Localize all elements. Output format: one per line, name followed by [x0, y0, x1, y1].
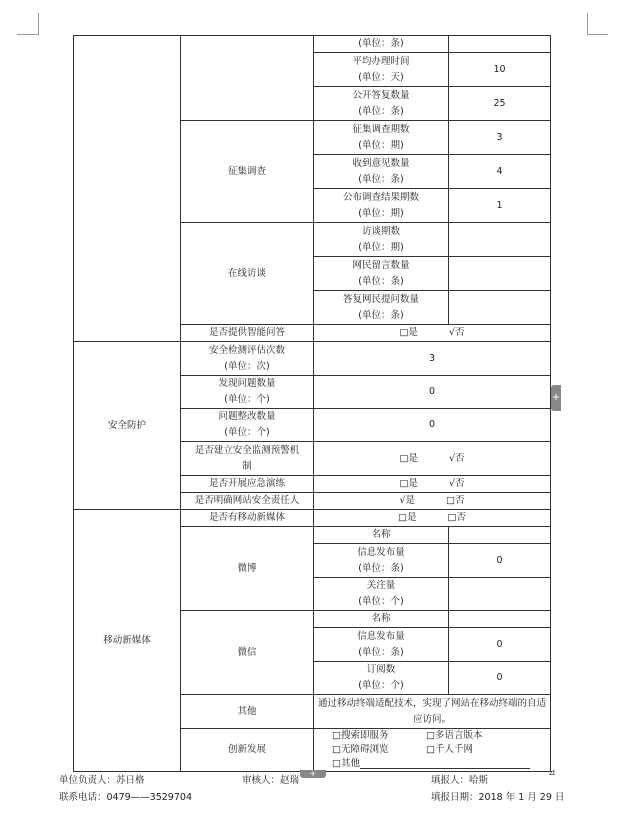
crop-mark-tl-v [38, 13, 39, 35]
resize-corner-icon[interactable]: ⊿ [548, 768, 556, 778]
label-cell: 网民留言数量 (单位：条) [314, 257, 449, 291]
choice-cell [314, 476, 551, 493]
checkbox-yes[interactable]: □是 [399, 452, 418, 464]
value-cell [449, 611, 551, 628]
crop-mark-tl-h [17, 34, 38, 35]
value-cell: 0 [449, 628, 551, 662]
checkbox-yes[interactable]: □是 [399, 478, 418, 489]
value-cell: 0 [449, 662, 551, 695]
label-cell: (单位：条) [314, 36, 449, 53]
subsection-zhengji: 征集调查 [181, 121, 314, 223]
label-cell: 是否开展应急演练 [181, 476, 314, 493]
choice-cell [314, 325, 551, 342]
footer-date: 填报日期：2018 年 1 月 29 日 [431, 792, 565, 803]
label-cell: 公布调查结果期数 (单位：期) [314, 189, 449, 223]
section-mobile: 移动新媒体 [74, 510, 181, 772]
label-cell: 名称 [314, 527, 449, 544]
report-table [73, 35, 551, 772]
checkbox-no[interactable]: √否 [448, 327, 465, 338]
subsection-weibo: 微博 [181, 527, 314, 611]
subsection-other: 其他 [181, 695, 314, 729]
value-cell: 3 [314, 342, 551, 376]
checkbox-no[interactable]: □否 [446, 495, 465, 506]
checkbox-yes[interactable]: √是 [399, 495, 416, 506]
value-cell [449, 527, 551, 544]
label-cell: 征集调查期数 (单位：期) [314, 121, 449, 155]
label-cell: 安全检测评估次数 (单位：次) [181, 342, 314, 376]
label-cell: 公开答复数量 (单位：条) [314, 87, 449, 121]
checkbox-yes[interactable]: □是 [398, 512, 417, 523]
label-cell: 是否有移动新媒体 [181, 510, 314, 527]
value-cell [449, 223, 551, 257]
label-cell: 信息发布量 (单位：条) [314, 544, 449, 578]
checkbox-accessibility[interactable]: □无障碍浏览 [332, 744, 389, 755]
choice-cell [314, 493, 551, 510]
value-cell: 25 [449, 87, 551, 121]
footer-reviewer: 审核人：赵瑞 [242, 775, 300, 786]
label-cell: 发现问题数量 (单位：个) [181, 376, 314, 409]
label-cell: 信息发布量 (单位：条) [314, 628, 449, 662]
choice-cell [314, 442, 551, 476]
label-cell: 问题整改数量 (单位：个) [181, 409, 314, 442]
value-cell: 4 [449, 155, 551, 189]
section-security: 安全防护 [74, 342, 181, 510]
subsection-zaixian: 在线访谈 [181, 223, 314, 325]
crop-mark-tr-h [587, 34, 608, 35]
value-cell: 0 [314, 409, 551, 442]
value-cell: 0 [314, 376, 551, 409]
label-cell: 访谈期数 (单位：期) [314, 223, 449, 257]
footer-filler: 填报人：哈斯 [431, 775, 489, 786]
other-text-cell: 通过移动终端适配技术，实现了网站在移动终端的自适应访问。 [314, 695, 551, 729]
label-cell: 平均办理时间 (单位：天) [314, 53, 449, 87]
other-underline[interactable] [360, 759, 530, 769]
label-cell: 关注量 (单位：个) [314, 578, 449, 611]
checkbox-no[interactable]: □否 [447, 512, 466, 523]
footer-leader: 单位负责人：苏日格 [59, 775, 145, 786]
footer-phone: 联系电话：0479——3529704 [59, 792, 192, 803]
label-cell: 订阅数 (单位：个) [314, 662, 449, 695]
label-cell: 是否明确网站安全责任人 [181, 493, 314, 510]
subsection-weixin: 微信 [181, 611, 314, 695]
checkbox-other[interactable]: □其他 [332, 758, 360, 769]
value-cell [449, 291, 551, 325]
checkbox-yes[interactable]: □是 [399, 327, 418, 338]
label-cell: 是否建立安全监测预警机 制 [181, 442, 314, 476]
choice-cell [314, 510, 551, 527]
expand-right-icon[interactable]: + [551, 385, 561, 411]
value-cell: 1 [449, 189, 551, 223]
value-cell: 3 [449, 121, 551, 155]
expand-bottom-icon[interactable]: + [300, 770, 326, 778]
label-cell: 收到意见数量 (单位：条) [314, 155, 449, 189]
innovation-options [314, 729, 551, 772]
value-cell [449, 257, 551, 291]
crop-mark-tr-v [587, 13, 588, 35]
value-cell: 0 [449, 544, 551, 578]
label-cell: 名称 [314, 611, 449, 628]
label-cell: 是否提供智能问答 [181, 325, 314, 342]
section-innovation: 创新发展 [181, 729, 314, 772]
checkbox-multilingual[interactable]: □多语言版本 [426, 730, 483, 741]
label-cell: 答复网民提问数量 (单位：条) [314, 291, 449, 325]
checkbox-no[interactable]: √否 [448, 478, 465, 489]
section-cell-continued [74, 36, 181, 342]
checkbox-no[interactable]: √否 [448, 452, 465, 464]
checkbox-personalized[interactable]: □千人千网 [426, 744, 473, 755]
value-cell [449, 578, 551, 611]
value-cell [449, 36, 551, 53]
checkbox-search-service[interactable]: □搜索即服务 [332, 730, 389, 741]
value-cell: 10 [449, 53, 551, 87]
subsection-cell-continued [181, 36, 314, 121]
